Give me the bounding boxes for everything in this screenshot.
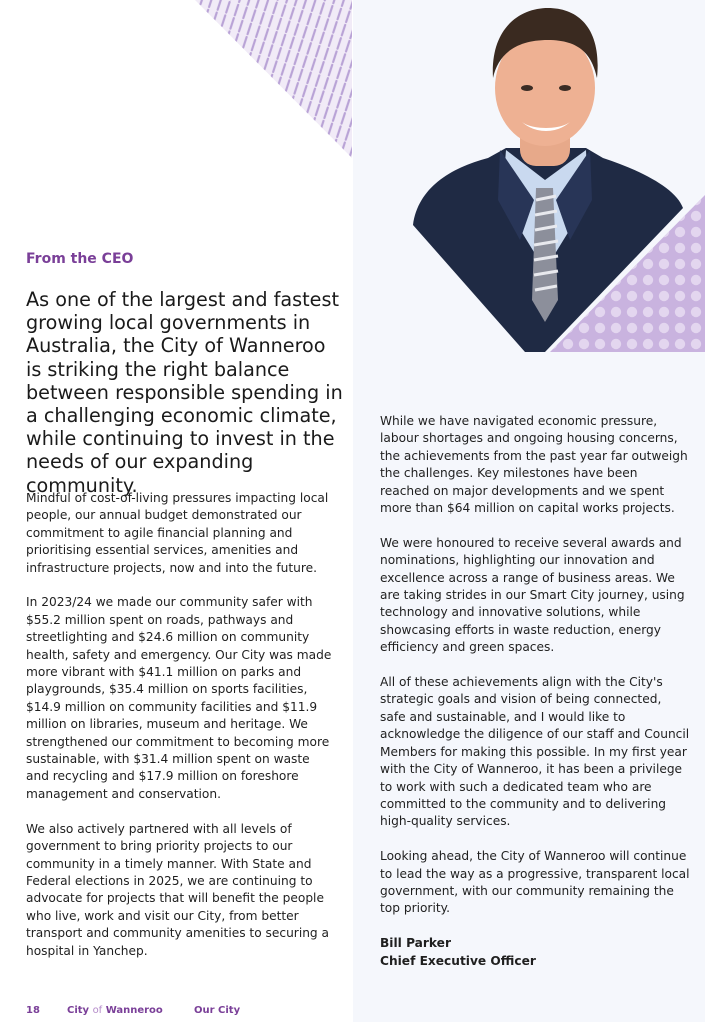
section-heading: From the CEO [26,251,134,267]
brand-name: Wanneroo [105,1005,163,1016]
paragraph: We also actively partnered with all levels of government to bring priority projects to our community in a timely manner. With State and Federal elections in 2025, we are continuing to advocate for projects that will benefit the people who live, work and visit our City, from better transport and community amenities to securing a hospital in Yanchep. [26,821,330,958]
signature-name: Bill Parker [380,936,451,951]
page-number: 18 [26,1005,40,1016]
paragraph: While we have navigated economic pressure, labour shortages and ongoing housing concerns, the achievements from the past year far outweigh the challenges. Key milestones have been reached on major developments and we spent more than $64 million on capital works projects. [380,414,688,516]
signature-title: Chief Executive Officer [380,953,536,968]
paragraph: In 2023/24 we made our community safer with $55.2 million spent on roads, pathways and streetlighting and $24.6 million on community health, safety and emergency. Our City was made more vibrant with $41.1 million on parks and playgrounds, $35.4 million on sports facilities, $14.9 million on community facilities and $11.9 million on libraries, museum and heritage. We strengthened our commitment to becoming more sustainable, with $31.4 million spent on waste and recycling and $17.9 million on foreshore management and conservation. [26,595,332,801]
footer-section-label: Our City [194,1005,241,1016]
left-text-column [26,490,336,977]
paragraph: Looking ahead, the City of Wanneroo will continue to lead the way as a progressive, transparent local government, with our community remaining the top priority. [380,849,690,916]
brand-of: of [92,1005,103,1016]
paragraph: Mindful of cost-of-living pressures impacting local people, our annual budget demonstrated our commitment to agile financial planning and prioritising essential services, amenities and infrastructure projects, now and into the future. [26,491,329,575]
right-text-column [380,413,690,970]
lead-statement: As one of the largest and fastest growing local governments in Australia, the City of Wanneroo is striking the right balance between responsible spending in a challenging economic climate, while continuing to invest in the needs of our expanding community. [26,288,343,497]
hatched-triangle-decoration [195,0,355,160]
paragraph: All of these achievements align with the City's strategic goals and vision of being connected, safe and sustainable, and I would like to acknowledge the diligence of our staff and Council Members for making this possible. In my first year with the City of Wanneroo, it has been a privilege to work with such a dedicated team who are committed to the community and to delivering high-quality services. [380,675,690,829]
brand-city: City [67,1005,90,1016]
brand-wordmark [67,1005,163,1016]
paragraph: We were honoured to receive several awards and nominations, highlighting our innovation and excellence across a range of business areas. We are taking strides in our Smart City journey, using technology and innovative solutions, while showcasing efforts in waste reduction, energy efficiency and green spaces. [380,535,685,655]
